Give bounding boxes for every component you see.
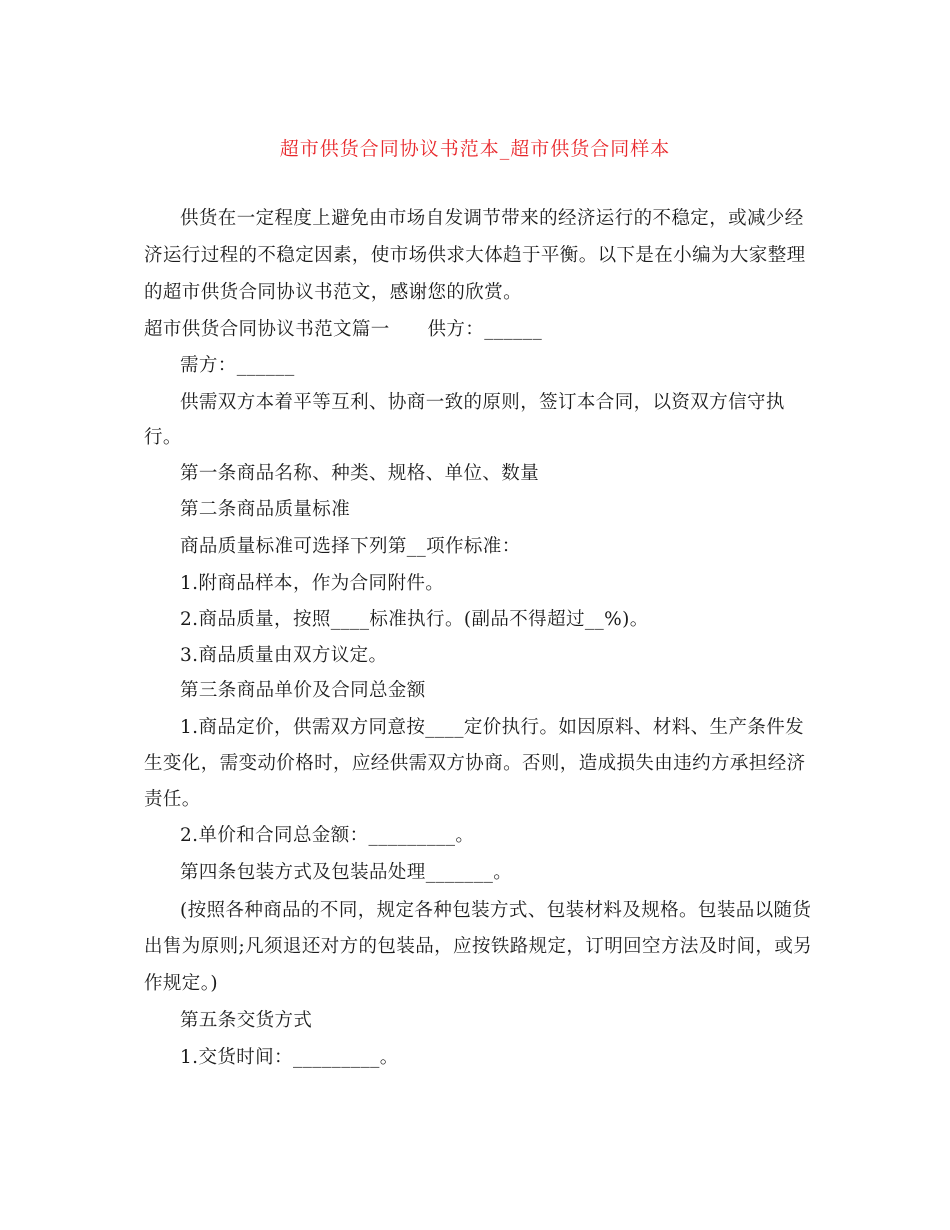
- section-heading-line: 超市供货合同协议书范文篇一 供方：______: [144, 319, 543, 340]
- list-item: 1.附商品样本，作为合同附件。: [180, 573, 445, 594]
- paragraph-line: 行。: [144, 427, 182, 448]
- paragraph-line: 商品质量标准可选择下列第__项作标准：: [180, 536, 521, 557]
- paragraph-line: 出售为原则;凡须退还对方的包装品，应按铁路规定，订明回空方法及时间，或另: [144, 936, 813, 957]
- paragraph-line: 责任。: [144, 789, 201, 810]
- paragraph-line: 供需双方本着平等互利、协商一致的原则，签订本合同，以资双方信守执: [180, 392, 785, 413]
- paragraph-line: 作规定。): [144, 973, 218, 994]
- paragraph-line: 供货在一定程度上避免由市场自发调节带来的经济运行的不稳定，或减少经: [180, 208, 804, 229]
- list-item: 1.商品定价，供需双方同意按____定价执行。如因原料、材料、生产条件发: [180, 717, 805, 738]
- paragraph-line: 的超市供货合同协议书范文，感谢您的欣赏。: [144, 282, 523, 303]
- clause-heading: 第二条商品质量标准: [180, 499, 351, 520]
- paragraph-line: (按照各种商品的不同，规定各种包装方式、包装材料及规格。包装品以随货: [180, 900, 812, 921]
- clause-heading: 第一条商品名称、种类、规格、单位、数量: [180, 463, 540, 484]
- list-item: 2.商品质量，按照____标准执行。(副品不得超过__%)。: [180, 609, 649, 630]
- list-item: 3.商品质量由双方议定。: [180, 645, 388, 666]
- clause-heading: 第三条商品单价及合同总金额: [180, 680, 426, 701]
- paragraph-line: 需方：______: [180, 355, 295, 376]
- clause-heading: 第五条交货方式: [180, 1010, 313, 1031]
- list-item: 2.单价和合同总金额：_________。: [180, 825, 475, 846]
- paragraph-line: 生变化，需变动价格时，应经供需双方协商。否则，造成损失由违约方承担经济: [144, 753, 806, 774]
- document-title: 超市供货合同协议书范本_超市供货合同样本: [279, 138, 671, 160]
- clause-heading: 第四条包装方式及包装品处理_______。: [180, 862, 513, 883]
- paragraph-line: 济运行过程的不稳定因素，使市场供求大体趋于平衡。以下是在小编为大家整理: [144, 245, 806, 266]
- list-item: 1.交货时间：_________。: [180, 1047, 399, 1068]
